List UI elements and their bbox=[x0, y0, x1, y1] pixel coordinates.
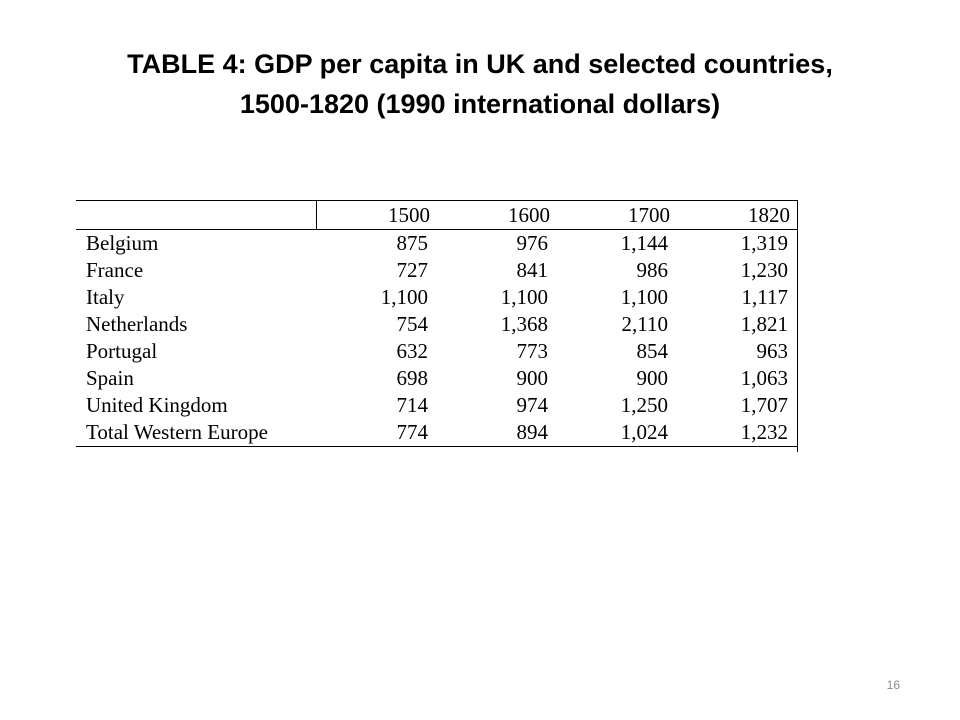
country-cell: Italy bbox=[86, 285, 125, 309]
value-cell: 773 bbox=[516, 339, 548, 363]
value-cell: 774 bbox=[396, 420, 428, 444]
slide-title bbox=[40, 44, 920, 124]
page-number: 16 bbox=[886, 678, 900, 692]
value-cell: 976 bbox=[516, 231, 548, 255]
header-divider bbox=[316, 200, 317, 230]
value-cell: 894 bbox=[516, 420, 548, 444]
country-cell: France bbox=[86, 258, 144, 282]
value-cell: 632 bbox=[396, 339, 428, 363]
table-row bbox=[76, 392, 798, 419]
table-row bbox=[76, 311, 798, 338]
value-cell: 854 bbox=[636, 339, 668, 363]
value-cell: 698 bbox=[396, 366, 428, 390]
value-cell: 1,368 bbox=[500, 312, 548, 336]
value-cell: 986 bbox=[636, 258, 668, 282]
value-cell: 1,100 bbox=[500, 285, 548, 309]
column-header-1820: 1820 bbox=[748, 203, 790, 227]
table-right-border bbox=[797, 200, 798, 452]
value-cell: 1,063 bbox=[740, 366, 788, 390]
country-cell: Spain bbox=[86, 366, 134, 390]
value-cell: 2,110 bbox=[621, 312, 668, 336]
country-cell: United Kingdom bbox=[86, 393, 228, 417]
country-cell: Total Western Europe bbox=[86, 420, 268, 444]
value-cell: 714 bbox=[396, 393, 428, 417]
gdp-table-container bbox=[76, 200, 798, 447]
table-row bbox=[76, 338, 798, 365]
value-cell: 841 bbox=[516, 258, 548, 282]
title-line-1: TABLE 4: GDP per capita in UK and selected countries, bbox=[127, 49, 833, 79]
table-row bbox=[76, 284, 798, 311]
column-header-1600: 1600 bbox=[508, 203, 550, 227]
value-cell: 1,319 bbox=[740, 231, 788, 255]
column-header-1500: 1500 bbox=[388, 203, 430, 227]
value-cell: 1,100 bbox=[380, 285, 428, 309]
value-cell: 1,232 bbox=[740, 420, 788, 444]
value-cell: 1,821 bbox=[740, 312, 788, 336]
value-cell: 1,117 bbox=[741, 285, 788, 309]
value-cell: 1,100 bbox=[620, 285, 668, 309]
table-row bbox=[76, 257, 798, 284]
value-cell: 754 bbox=[396, 312, 428, 336]
table-header-row bbox=[76, 201, 798, 230]
table-row bbox=[76, 230, 798, 258]
value-cell: 1,144 bbox=[620, 231, 668, 255]
country-cell: Belgium bbox=[86, 231, 159, 255]
title-line-2: 1500-1820 (1990 international dollars) bbox=[239, 89, 721, 119]
country-cell: Portugal bbox=[86, 339, 158, 363]
value-cell: 900 bbox=[636, 366, 668, 390]
value-cell: 974 bbox=[516, 393, 548, 417]
value-cell: 900 bbox=[516, 366, 548, 390]
value-cell: 1,707 bbox=[740, 393, 788, 417]
value-cell: 1,250 bbox=[620, 393, 668, 417]
gdp-per-capita-table bbox=[76, 200, 798, 447]
column-header-country bbox=[76, 201, 318, 230]
table-row bbox=[76, 365, 798, 392]
country-cell: Netherlands bbox=[86, 312, 188, 336]
value-cell: 875 bbox=[396, 231, 428, 255]
value-cell: 727 bbox=[396, 258, 428, 282]
value-cell: 1,024 bbox=[620, 420, 668, 444]
column-header-1700: 1700 bbox=[628, 203, 670, 227]
table-row-total bbox=[76, 419, 798, 447]
value-cell: 1,230 bbox=[740, 258, 788, 282]
value-cell: 963 bbox=[756, 339, 788, 363]
